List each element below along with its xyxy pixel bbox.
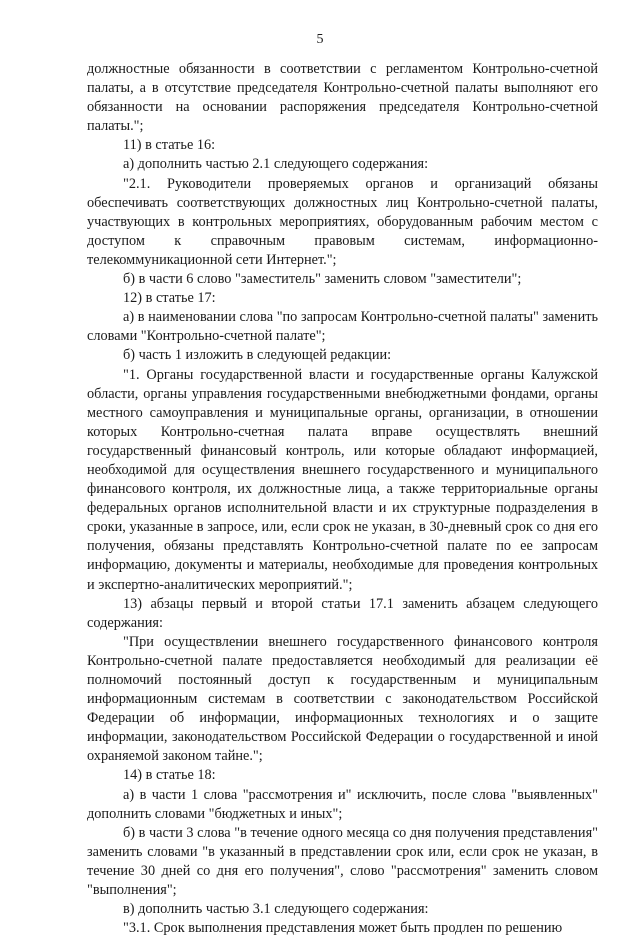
document-body <box>87 60 598 938</box>
page-number: 5 <box>316 32 324 47</box>
paragraph: б) часть 1 изложить в следующей редакции: <box>123 347 392 364</box>
paragraph: "1. Органы государственной власти и государственные органы Калужской области, органы управления государственными внебюджетными фондами, органы местного самоуправления и муниципальные органы, организации, в отношении которых Контрольно-счетная палата вправе осуществлять внешний государственный финансовый контроль, или которые обладают информацией, необходимой для осуществления внешнего государственного и муниципального финансового контроля, их должностные лица, а также территориальные органы федеральных органов исполнительной власти и их структурные подразделения в сроки, указанные в запросе, или, если срок не указан, в 30-дневный срок со дня его получения, обязаны представлять Контрольно-счетной палате по ее запросам информацию, документы и материалы, необходимые для проведения контрольных и экспертно-аналитических мероприятий."; <box>87 366 598 593</box>
paragraph: "2.1. Руководители проверяемых органов и организаций обязаны обеспечивать соответствующих должностных лиц Контрольно-счетной палаты, участвующих в контрольных мероприятиях, оборудованным рабочим местом с доступом к справочным правовым системам, информационно-телекоммуникационной сети Интернет."; <box>87 175 598 268</box>
paragraph: "При осуществлении внешнего государственного финансового контроля Контрольно-счетной палате предоставляется необходимый для реализации её полномочий постоянный доступ к государственным и муниципальным информационным системам в соответствии с законодательством Российской Федерации об информации, информационных технологиях и о защите информации, законодательством Российской Федерации о государственной и иной охраняемой законом тайне."; <box>87 633 598 765</box>
paragraph: "3.1. Срок выполнения представления может быть продлен по решению <box>123 920 563 937</box>
paragraph: б) в части 6 слово "заместитель" заменить словом "заместители"; <box>123 271 522 288</box>
paragraph: 11) в статье 16: <box>123 137 216 154</box>
paragraph: а) в части 1 слова "рассмотрения и" исключить, после слова "выявленных" дополнить словами "бюджетных и иных"; <box>87 786 598 822</box>
paragraph: 14) в статье 18: <box>123 767 216 784</box>
paragraph: а) дополнить частью 2.1 следующего содержания: <box>123 156 429 173</box>
paragraph: 12) в статье 17: <box>123 290 216 307</box>
paragraph: б) в части 3 слова "в течение одного месяца со дня получения представления" заменить словами "в указанный в представлении срок или, если срок не указан, в течение 30 дней со дня его получения", слово "рассмотрения" заменить словом "выполнения"; <box>87 824 598 899</box>
paragraph: в) дополнить частью 3.1 следующего содержания: <box>123 901 429 918</box>
paragraph: должностные обязанности в соответствии с регламентом Контрольно-счетной палаты, а в отсутствие председателя Контрольно-счетной палаты выполняют его обязанности на основании распоряжения председателя Контрольно-счетной палаты."; <box>87 61 598 135</box>
paragraph: а) в наименовании слова "по запросам Контрольно-счетной палаты" заменить словами "Контрольно-счетной палате"; <box>87 309 598 345</box>
paragraph: 13) абзацы первый и второй статьи 17.1 заменить абзацем следующего содержания: <box>87 595 598 631</box>
